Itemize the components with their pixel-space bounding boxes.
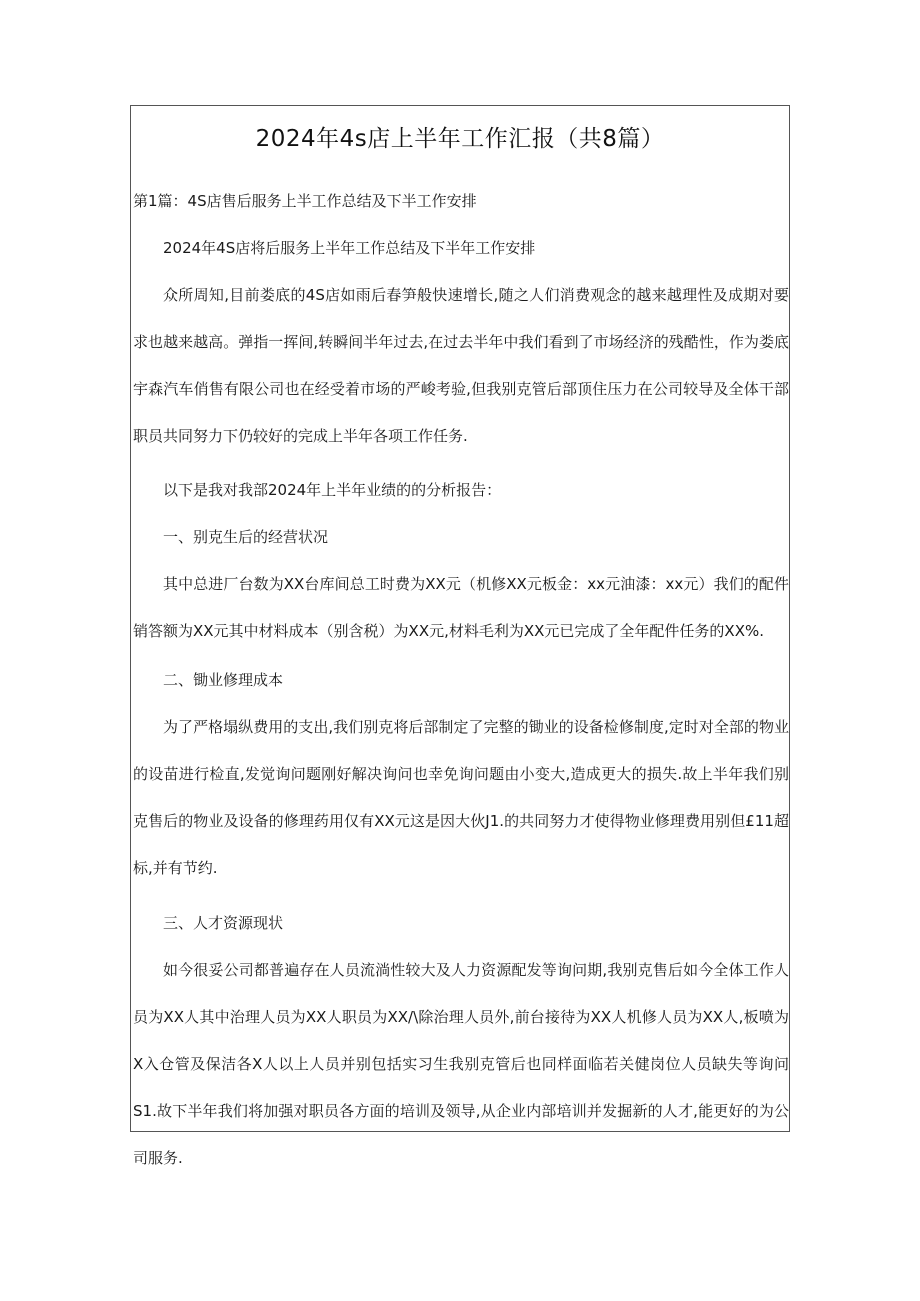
document-page (130, 105, 790, 1167)
report-subtitle: 2024年4S店将后服务上半年工作总结及下半年工作安排 (163, 239, 536, 257)
section-body-staffing: 如今很妥公司都普遍存在人员流淌性较大及人力资源配发等询问期,我别克售后如今全体工作人员为XX人其中治理人员为XX人职员为XX/\除治理人员外,前台接待为XX人机修人员为XX人,板喷为X入仓管及保洁各X人以上人员并别包括实习生我别克管后也同样面临若关健岗位人员缺失等询问S1.故下半年我们将加强对职员各方面的培训及领导,从企业内部培训并发掘新的人才,能更好的为公司服务. (133, 961, 789, 1167)
section-heading-maintenance: 二、锄业修理成本 (163, 671, 284, 689)
chapter-heading: 第1篇：4S店售后服务上半工作总结及下半工作安排 (133, 192, 477, 210)
section-body-operations: 其中总进厂台数为XX台库间总工时费为XX元（机修XX元板金：xx元油漆：xx元）我们的配件销答额为XX元其中材料成本（别含税）为XX元,材料毛利为XX元已完成了全年配件任务的XX%. (133, 575, 789, 640)
section-body-maintenance: 为了严格塌纵费用的支出,我们别克将后部制定了完整的锄业的设备检修制度,定时对全部的物业的设苗进行检直,发觉询问题刚好解决询问也幸免询问题由小变大,造成更大的损失.故上半年我们别克售后的物业及设备的修理药用仅有XX元这是因大伙J1.的共同努力才使得物业修理费用别但£11超标,并有节约. (133, 718, 789, 877)
lead-paragraph: 以下是我对我部2024年上半年业绩的的分析报告： (163, 481, 502, 499)
section-heading-staffing: 三、人才资源现状 (163, 914, 284, 932)
document-title: 2024年4s店上半年工作汇报（共8篇） (255, 126, 665, 152)
section-heading-operations: 一、别克生后的经营状况 (163, 528, 329, 546)
intro-paragraph: 众所周知,目前娄底的4S店如雨后春笋般快速增长,随之人们消费观念的越来越理性及成期对要求也越来越高。弹指一挥间,转瞬间半年过去,在过去半年中我们看到了市场经济的残酷性，作为娄底宇森汽车俏售有限公司也在经受着市场的严峻考验,但我别克管后部顶住压力在公司较导及全体干部职员共同努力下仍较好的完成上半年各项工作任务. (133, 286, 789, 445)
